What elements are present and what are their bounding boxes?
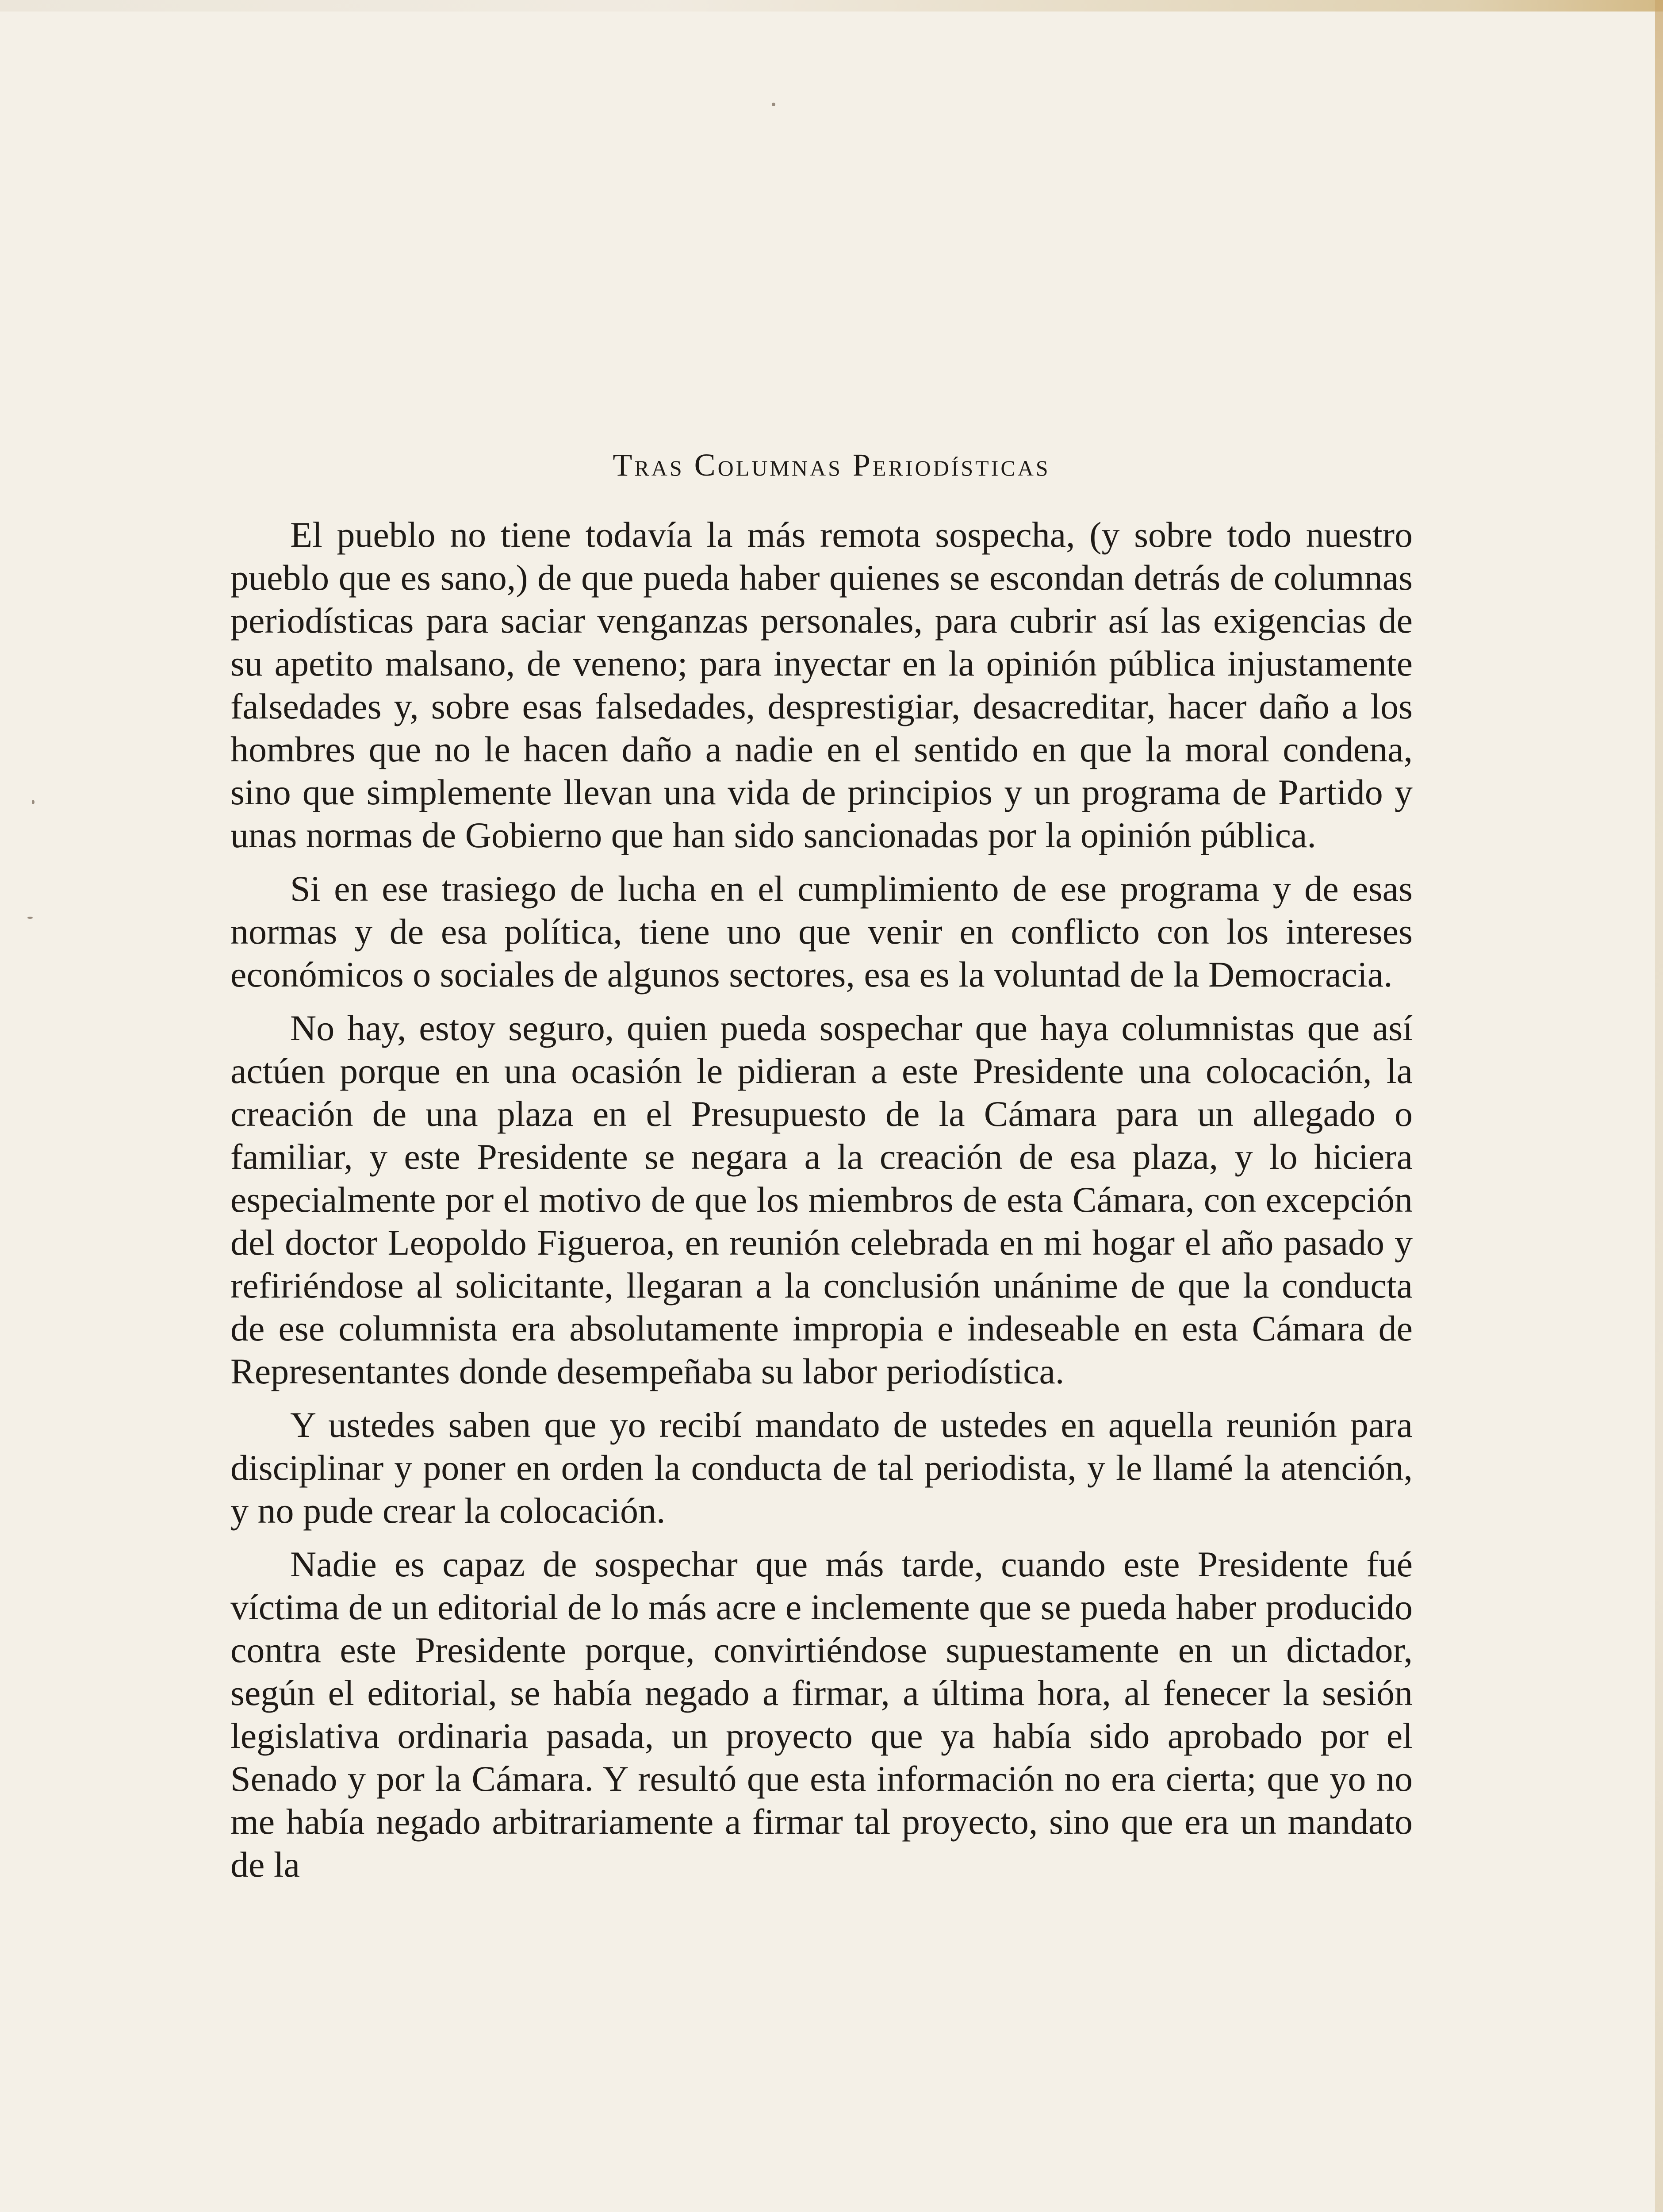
page-top-edge-stain [0,0,1663,12]
paper-speck [27,917,33,919]
paragraph: Nadie es capaz de sospechar que más tarde, cuando este Presidente fué víctima de un editorial de lo más acre e inclemente que se pueda haber producido contra este Presidente porque, convirtiéndose supuestamente en un dictador, según el editorial, se había negado a firmar, a última hora, al fenecer la sesión legislativa ordinaria pasada, un proyecto que ya había sido aprobado por el Senado y por la Cámara. Y resultó que esta información no era cierta; que yo no me había negado arbitrariamente a firmar tal proyecto, sino que era un mandato de la [230,1544,1413,1885]
paragraph: El pueblo no tiene todavía la más remota sospecha, (y sobre todo nuestro pueblo que es sano,) de que pueda haber quienes se escondan detrás de columnas periodísticas para saciar venganzas personales, para cubrir así las exigencias de su apetito malsano, de veneno; para inyectar en la opinión pública injustamente falsedades y, sobre esas falsedades, desprestigiar, desacreditar, hacer daño a los hombres que no le hacen daño a nadie en el sentido en que la moral condena, sino que simplemente llevan una vida de principios y un programa de Partido y unas normas de Gobierno que han sido sancionadas por la opinión pública. [230,515,1413,855]
paper-speck [32,800,34,804]
paragraph: Si en ese trasiego de lucha en el cumplimiento de ese programa y de esas normas y de esa política, tiene uno que venir en conflicto con los intereses económicos o sociales de algunos sectores, esa es la voluntad de la Democracia. [230,868,1413,995]
body-text [230,513,1413,1897]
paper-speck [772,103,775,106]
paragraph: Y ustedes saben que yo recibí mandato de ustedes en aquella reunión para disciplinar y poner en orden la conducta de tal periodista, y le llamé la atención, y no pude crear la colocación. [230,1405,1413,1531]
page-right-edge [1655,0,1663,2212]
paragraph: No hay, estoy seguro, quien pueda sospechar que haya columnistas que así actúen porque en una ocasión le pidieran a este Presidente una colocación, la creación de una plaza en el Presupuesto de la Cámara para un allegado o familiar, y este Presidente se negara a la creación de esa plaza, y lo hiciera especialmente por el motivo de que los miembros de esta Cámara, con excepción del doctor Leopoldo Figueroa, en reunión celebrada en mi hogar el año pasado y refiriéndose al solicitante, llegaran a la conclusión unánime de que la conducta de ese columnista era absolutamente impropia e indeseable en esta Cámara de Representantes donde desempeñaba su labor periodística. [230,1008,1413,1391]
section-title: Tras Columnas Periodísticas [613,447,1050,483]
